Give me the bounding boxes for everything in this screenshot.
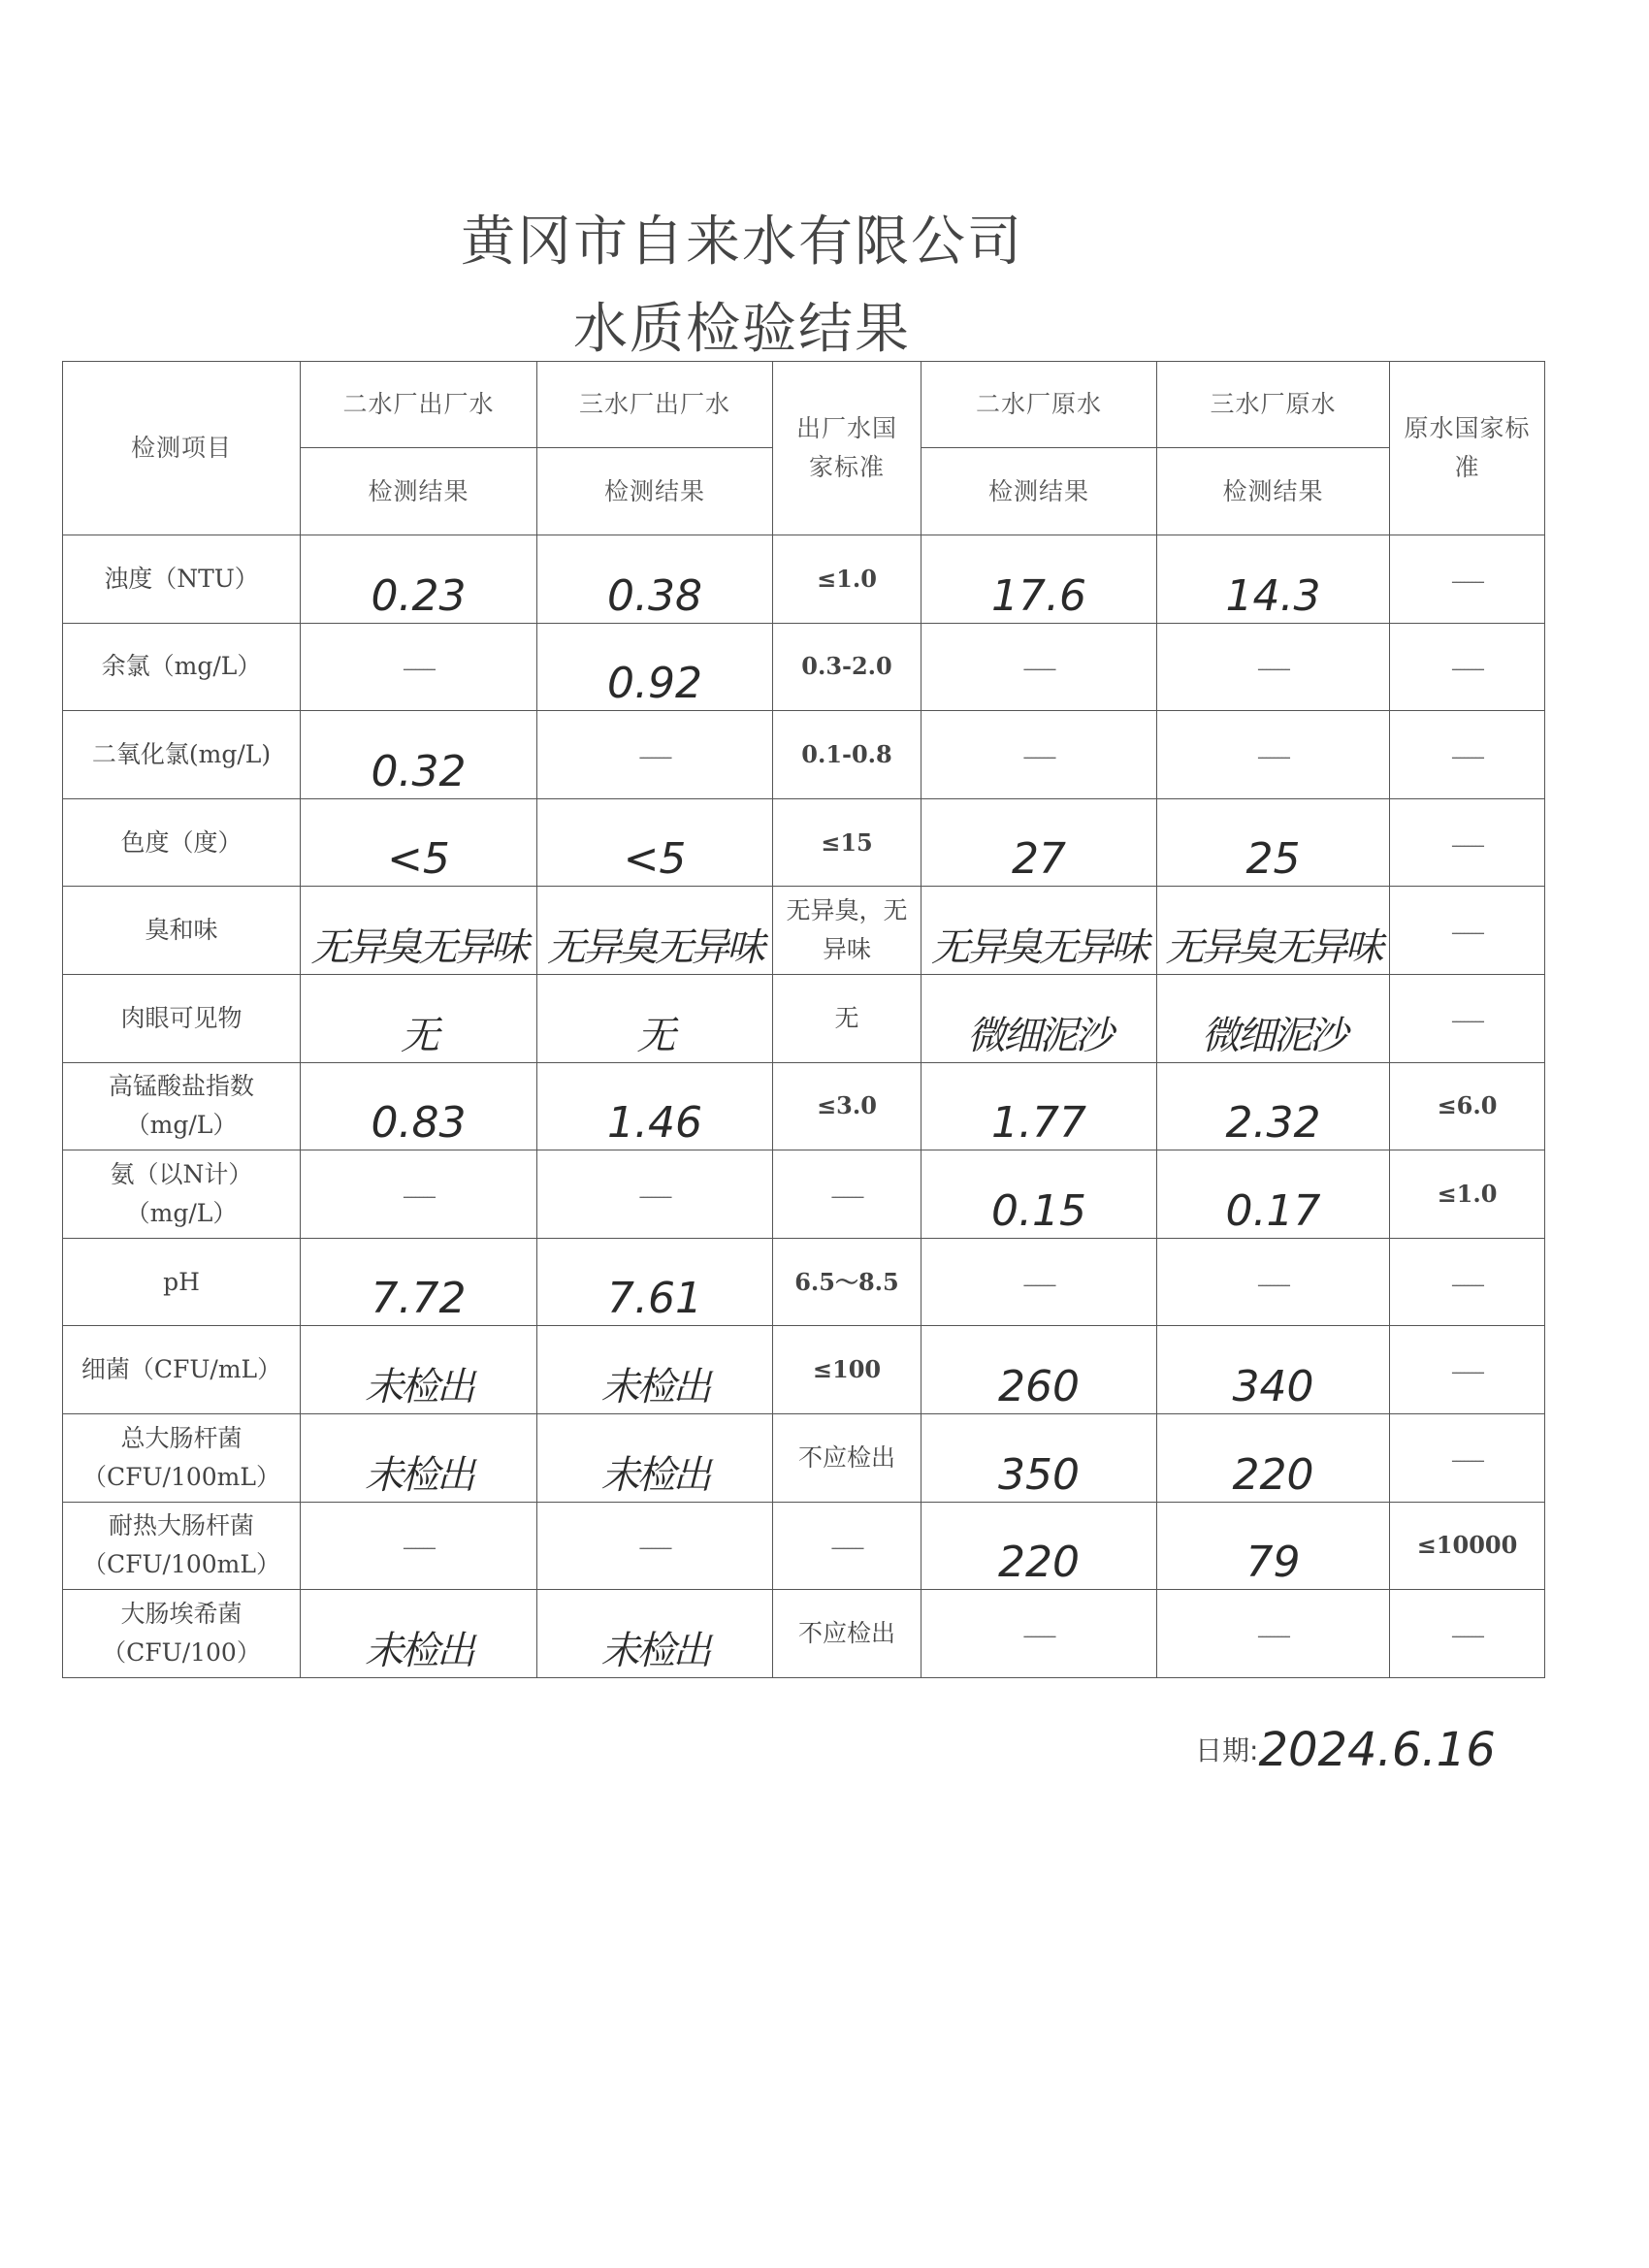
cell-out-standard (773, 1150, 922, 1239)
cell-raw-standard (1390, 1590, 1545, 1678)
plant3-raw-value: 微细泥沙 (1201, 1013, 1345, 1058)
cell-plant3-raw (1157, 1238, 1390, 1326)
cell-out-standard (773, 1413, 922, 1502)
plant2-raw-value: 17.6 (991, 570, 1086, 621)
cell-plant3-out (537, 1326, 773, 1414)
cell-plant2-out (301, 1590, 537, 1678)
cell-out-standard (773, 887, 922, 975)
cell-plant3-out (537, 1413, 773, 1502)
cell-item (63, 1238, 301, 1326)
item-value: 高锰酸盐指数（mg/L） (108, 1072, 254, 1140)
cell-raw-standard (1390, 798, 1545, 887)
cell-raw-standard (1390, 711, 1545, 799)
header-plant2-out: 二水厂出厂水 (301, 362, 537, 448)
plant2-raw-value: 220 (998, 1538, 1080, 1588)
out-standard-value: ≤15 (821, 827, 873, 857)
company-title: 黄冈市自来水有限公司 (461, 211, 1023, 274)
raw-standard-value: -------- (1451, 1010, 1483, 1031)
cell-plant3-raw (1157, 1502, 1390, 1590)
table-row (63, 711, 1545, 799)
header-result: 检测结果 (301, 448, 537, 535)
cell-plant3-raw (1157, 974, 1390, 1062)
plant3-raw-value: 79 (1245, 1538, 1301, 1588)
cell-plant2-raw (922, 1150, 1157, 1239)
out-standard-value: 无 (834, 1003, 859, 1032)
cell-item (63, 535, 301, 624)
cell-out-standard (773, 711, 922, 799)
header-plant2-raw: 二水厂原水 (922, 362, 1157, 448)
raw-standard-value: -------- (1451, 570, 1483, 592)
cell-plant2-raw (922, 798, 1157, 887)
cell-plant2-out (301, 1326, 537, 1414)
plant2-raw-value: -------- (1022, 659, 1055, 680)
cell-raw-standard (1390, 1150, 1545, 1239)
raw-standard-value: -------- (1451, 834, 1483, 856)
plant3-raw-value: 220 (1232, 1449, 1314, 1500)
header-item: 检测项目 (63, 362, 301, 535)
plant3-raw-value: 0.17 (1225, 1185, 1321, 1236)
cell-plant3-out (537, 711, 773, 799)
plant2-out-value: 未检出 (365, 1628, 472, 1673)
cell-plant2-raw (922, 1238, 1157, 1326)
out-standard-value: -------- (830, 1538, 863, 1559)
table-row (63, 1326, 1545, 1414)
cell-out-standard (773, 1238, 922, 1326)
table-row (63, 535, 1545, 624)
cell-plant3-out (537, 1590, 773, 1678)
item-value: 细菌（CFU/mL） (81, 1355, 282, 1384)
plant3-out-value: 无异臭无异味 (547, 925, 762, 971)
plant3-raw-value: -------- (1257, 659, 1289, 680)
cell-plant3-raw (1157, 887, 1390, 975)
table-row (63, 1238, 1545, 1326)
cell-out-standard (773, 1062, 922, 1150)
cell-out-standard (773, 798, 922, 887)
cell-out-standard (773, 974, 922, 1062)
cell-plant2-raw (922, 974, 1157, 1062)
table-row (63, 887, 1545, 975)
plant3-raw-value: 2.32 (1225, 1098, 1321, 1149)
plant3-out-value: 7.61 (607, 1274, 702, 1324)
date-label: 日期: (1195, 1734, 1259, 1766)
cell-plant2-out (301, 1062, 537, 1150)
raw-standard-value: -------- (1451, 659, 1483, 680)
plant2-raw-value: 无异臭无异味 (931, 925, 1147, 971)
header-result: 检测结果 (1157, 448, 1390, 535)
plant2-raw-value: -------- (1022, 1274, 1055, 1295)
plant3-out-value: 0.38 (607, 570, 702, 621)
cell-plant3-raw (1157, 1326, 1390, 1414)
table-row (63, 1590, 1545, 1678)
plant3-out-value: 无 (636, 1013, 673, 1058)
cell-plant3-raw (1157, 623, 1390, 711)
out-standard-value: 6.5～8.5 (794, 1267, 899, 1296)
cell-raw-standard (1390, 1413, 1545, 1502)
cell-plant3-raw (1157, 711, 1390, 799)
cell-plant3-raw (1157, 1590, 1390, 1678)
raw-standard-value: ≤10000 (1416, 1531, 1518, 1560)
plant2-raw-value: 350 (998, 1449, 1080, 1500)
out-standard-value: -------- (830, 1185, 863, 1207)
header-plant3-out: 三水厂出厂水 (537, 362, 773, 448)
plant3-raw-value: 14.3 (1225, 570, 1321, 621)
item-value: 臭和味 (145, 916, 218, 945)
cell-plant2-out (301, 1502, 537, 1590)
cell-plant2-out (301, 1150, 537, 1239)
raw-standard-value: ≤6.0 (1437, 1091, 1498, 1120)
plant2-raw-value: -------- (1022, 1625, 1055, 1646)
plant3-raw-value: 25 (1245, 834, 1301, 885)
out-standard-value: 0.3-2.0 (801, 652, 892, 681)
plant3-raw-value: 无异臭无异味 (1165, 925, 1381, 971)
cell-plant2-raw (922, 1502, 1157, 1590)
cell-plant2-out (301, 535, 537, 624)
cell-item (63, 711, 301, 799)
cell-plant3-raw (1157, 1150, 1390, 1239)
cell-item (63, 1413, 301, 1502)
plant3-out-value: 0.92 (607, 659, 702, 709)
item-value: 耐热大肠杆菌（CFU/100mL） (82, 1511, 280, 1579)
cell-plant3-out (537, 535, 773, 624)
table-row (63, 798, 1545, 887)
out-standard-value: 不应检出 (797, 1618, 895, 1647)
cell-plant2-raw (922, 1590, 1157, 1678)
plant3-out-value: -------- (638, 746, 671, 767)
cell-plant3-out (537, 623, 773, 711)
cell-out-standard (773, 623, 922, 711)
cell-plant2-raw (922, 1413, 1157, 1502)
table-row (63, 1062, 1545, 1150)
cell-plant3-out (537, 1502, 773, 1590)
cell-plant2-raw (922, 1326, 1157, 1414)
out-standard-value: 0.1-0.8 (801, 739, 892, 768)
cell-out-standard (773, 1502, 922, 1590)
cell-plant3-raw (1157, 1062, 1390, 1150)
plant3-out-value: -------- (638, 1538, 671, 1559)
cell-plant2-raw (922, 711, 1157, 799)
raw-standard-value: -------- (1451, 1625, 1483, 1646)
cell-plant2-out (301, 623, 537, 711)
plant2-raw-value: 微细泥沙 (967, 1013, 1111, 1058)
plant3-out-value: 未检出 (600, 1365, 709, 1410)
cell-plant2-raw (922, 535, 1157, 624)
raw-standard-value: -------- (1451, 1274, 1483, 1295)
table-row (63, 974, 1545, 1062)
item-value: 总大肠杆菌（CFU/100mL） (82, 1423, 280, 1491)
cell-item (63, 1062, 301, 1150)
cell-plant2-out (301, 974, 537, 1062)
cell-raw-standard (1390, 535, 1545, 624)
header-result: 检测结果 (922, 448, 1157, 535)
plant2-out-value: 7.72 (371, 1274, 467, 1324)
cell-raw-standard (1390, 1502, 1545, 1590)
cell-raw-standard (1390, 887, 1545, 975)
header-raw-standard: 原水国家标准 (1390, 362, 1545, 535)
item-value: 色度（度） (120, 827, 242, 857)
table-row (63, 623, 1545, 711)
plant3-out-value: -------- (638, 1185, 671, 1207)
cell-plant2-raw (922, 623, 1157, 711)
cell-raw-standard (1390, 1238, 1545, 1326)
date-value: 2024.6.16 (1258, 1723, 1496, 1777)
cell-raw-standard (1390, 1326, 1545, 1414)
item-value: 余氯（mg/L） (101, 652, 262, 681)
plant2-out-value: 0.32 (371, 746, 467, 796)
water-quality-table (62, 361, 1545, 1678)
plant3-raw-value: -------- (1257, 1274, 1289, 1295)
cell-item (63, 887, 301, 975)
plant3-raw-value: -------- (1257, 1625, 1289, 1646)
cell-raw-standard (1390, 974, 1545, 1062)
plant2-raw-value: -------- (1022, 746, 1055, 767)
cell-out-standard (773, 1590, 922, 1678)
item-value: 肉眼可见物 (120, 1003, 242, 1032)
cell-item (63, 1326, 301, 1414)
out-standard-value: ≤1.0 (817, 564, 877, 593)
plant2-raw-value: 260 (998, 1361, 1080, 1411)
header-result: 检测结果 (537, 448, 773, 535)
plant3-out-value: <5 (623, 834, 687, 885)
cell-item (63, 974, 301, 1062)
plant3-out-value: 未检出 (600, 1628, 709, 1673)
raw-standard-value: -------- (1451, 1362, 1483, 1383)
cell-plant2-out (301, 798, 537, 887)
plant2-out-value: -------- (403, 1538, 435, 1559)
cell-plant2-out (301, 711, 537, 799)
raw-standard-value: -------- (1451, 746, 1483, 767)
cell-plant3-out (537, 887, 773, 975)
plant2-raw-value: 1.77 (991, 1098, 1086, 1149)
plant2-out-value: 0.23 (371, 570, 467, 621)
raw-standard-value: ≤1.0 (1437, 1179, 1498, 1208)
cell-item (63, 798, 301, 887)
cell-item (63, 1502, 301, 1590)
plant2-out-value: 未检出 (365, 1365, 472, 1410)
out-standard-value: ≤100 (812, 1355, 882, 1384)
out-standard-value: ≤3.0 (817, 1091, 877, 1120)
cell-plant3-out (537, 974, 773, 1062)
cell-plant2-out (301, 1238, 537, 1326)
cell-plant3-out (537, 1238, 773, 1326)
plant2-raw-value: 0.15 (991, 1185, 1086, 1236)
plant3-out-value: 未检出 (600, 1452, 709, 1498)
cell-plant3-out (537, 1150, 773, 1239)
cell-item (63, 1150, 301, 1239)
raw-standard-value: -------- (1451, 1449, 1483, 1471)
plant2-out-value: <5 (387, 834, 450, 885)
plant2-out-value: -------- (403, 659, 435, 680)
cell-plant2-out (301, 1413, 537, 1502)
plant2-raw-value: 27 (1012, 834, 1066, 885)
plant3-raw-value: 340 (1232, 1361, 1314, 1411)
header-plant3-raw: 三水厂原水 (1157, 362, 1390, 448)
cell-plant2-out (301, 887, 537, 975)
plant3-out-value: 1.46 (607, 1098, 702, 1149)
cell-plant2-raw (922, 887, 1157, 975)
out-standard-value: 不应检出 (797, 1442, 895, 1472)
raw-standard-value: -------- (1451, 923, 1483, 944)
item-value: 浊度（NTU） (104, 564, 259, 593)
plant2-out-value: 无异臭无异味 (310, 925, 527, 971)
item-value: 二氧化氯(mg/L) (91, 739, 272, 768)
plant3-raw-value: -------- (1257, 746, 1289, 767)
cell-plant3-raw (1157, 798, 1390, 887)
out-standard-value: 无异臭，无异味 (786, 896, 908, 964)
date-line (1195, 1717, 1496, 1777)
cell-item (63, 623, 301, 711)
cell-raw-standard (1390, 1062, 1545, 1150)
item-value: 氨（以N计）（mg/L） (110, 1159, 253, 1227)
plant2-out-value: 未检出 (365, 1452, 472, 1498)
cell-out-standard (773, 1326, 922, 1414)
cell-plant3-raw (1157, 535, 1390, 624)
cell-plant2-raw (922, 1062, 1157, 1150)
header-out-standard: 出厂水国家标准 (773, 362, 922, 535)
cell-plant3-raw (1157, 1413, 1390, 1502)
cell-plant3-out (537, 1062, 773, 1150)
item-value: pH (163, 1267, 200, 1296)
cell-plant3-out (537, 798, 773, 887)
table-row (63, 1413, 1545, 1502)
plant2-out-value: 无 (401, 1013, 436, 1058)
plant2-out-value: -------- (403, 1185, 435, 1207)
cell-out-standard (773, 535, 922, 624)
report-title: 水质检验结果 (573, 298, 911, 361)
item-value: 大肠埃希菌（CFU/100） (102, 1599, 261, 1667)
cell-item (63, 1590, 301, 1678)
plant2-out-value: 0.83 (371, 1098, 467, 1149)
table-row (63, 1502, 1545, 1590)
cell-raw-standard (1390, 623, 1545, 711)
table-row (63, 1150, 1545, 1239)
